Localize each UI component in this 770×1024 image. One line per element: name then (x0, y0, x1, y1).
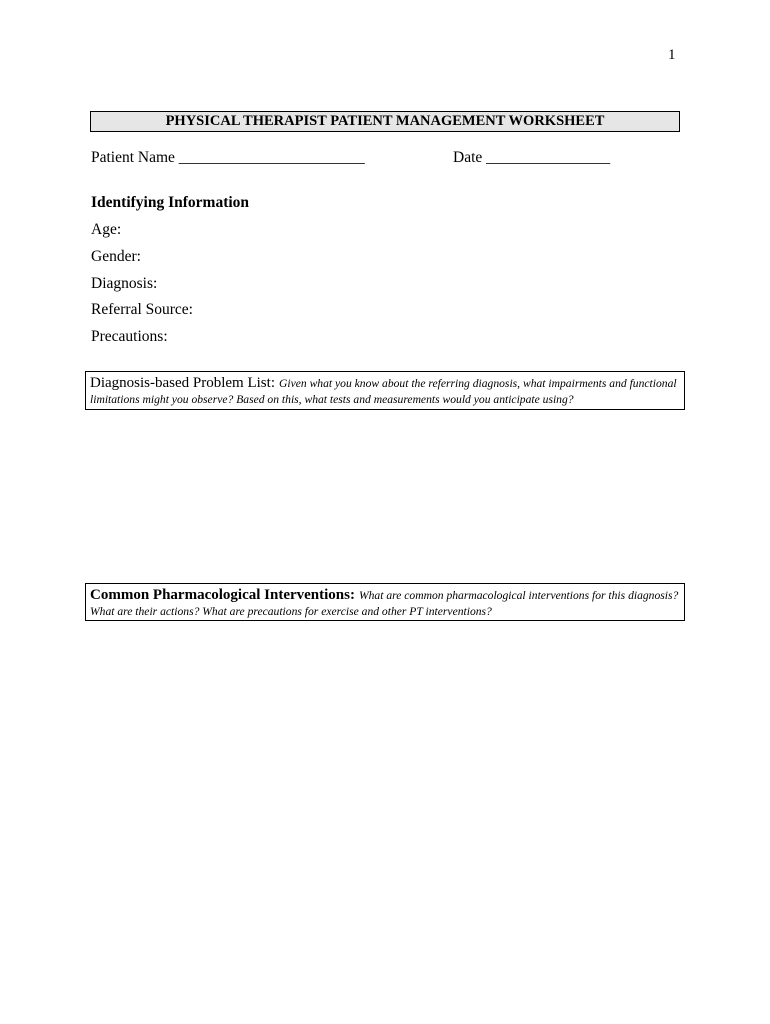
age-label: Age: (91, 221, 122, 238)
problem-list-label: Diagnosis-based Problem List: (90, 375, 275, 391)
referral-source-label: Referral Source: (91, 301, 193, 318)
precautions-label: Precautions: (91, 328, 168, 345)
gender-label: Gender: (91, 248, 141, 265)
patient-name-field[interactable]: Patient Name ________________________ (91, 149, 365, 166)
pharmacological-interventions-label: Common Pharmacological Interventions: (90, 587, 355, 603)
date-field[interactable]: Date ________________ (453, 149, 611, 166)
pharmacological-interventions-question: What are common pharmacological interventions for this diagnosis? What are their actions? What are precautions for exercise and other PT interventions? (90, 589, 679, 618)
page-number: 1 (668, 47, 676, 63)
problem-list-box (85, 371, 685, 410)
pharmacological-interventions-box (85, 583, 685, 621)
worksheet-title: PHYSICAL THERAPIST PATIENT MANAGEMENT WORKSHEET (90, 111, 680, 132)
identifying-information-heading: Identifying Information (91, 194, 250, 211)
problem-list-question: Given what you know about the referring diagnosis, what impairments and functional limitations might you observe? Based on this, what tests and measurements would you anticipate using? (90, 377, 677, 406)
diagnosis-label: Diagnosis: (91, 275, 158, 292)
